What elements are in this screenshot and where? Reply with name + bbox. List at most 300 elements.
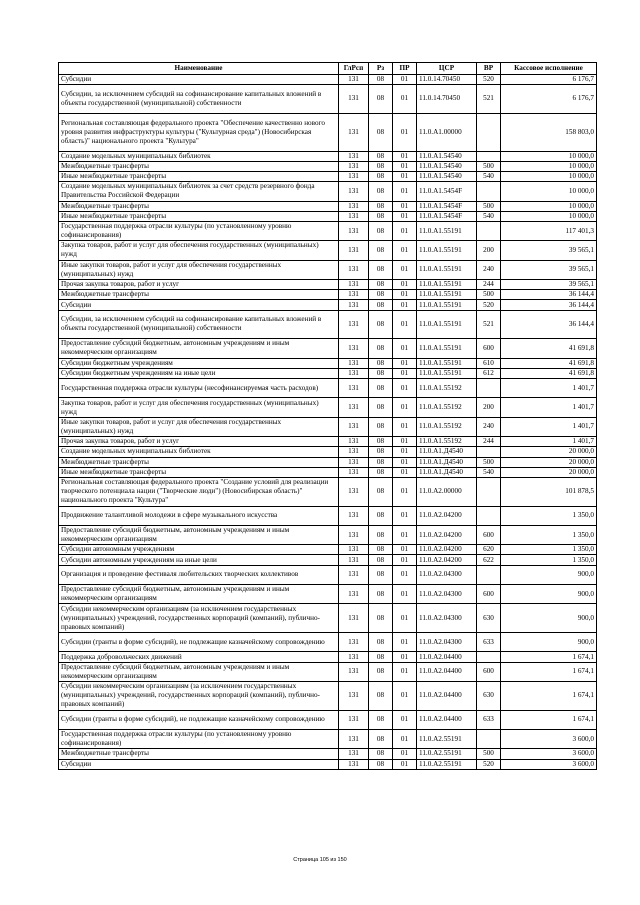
row-pr-cell: 01 (393, 437, 417, 447)
row-csr-cell: 11.0.А1.55192 (417, 417, 477, 436)
table-row (59, 300, 597, 310)
row-amount-cell: 20 000,0 (501, 447, 597, 457)
row-amount-cell: 1 350,0 (501, 506, 597, 525)
row-vr-cell (477, 151, 501, 161)
row-glrsp-cell: 131 (339, 565, 369, 584)
row-amount-cell: 900,0 (501, 633, 597, 652)
row-csr-cell: 11.0.А1.55191 (417, 290, 477, 300)
row-glrsp-cell: 131 (339, 662, 369, 681)
row-glrsp-cell: 131 (339, 749, 369, 759)
row-glrsp-cell: 131 (339, 417, 369, 436)
row-rz-cell: 08 (369, 310, 393, 339)
row-glrsp-cell: 131 (339, 555, 369, 565)
row-glrsp-cell: 131 (339, 710, 369, 729)
row-name-cell: Субсидии (59, 300, 339, 310)
row-csr-cell: 11.0.А1.55191 (417, 221, 477, 240)
row-name-cell: Субсидии некоммерческим организациям (за исключением государственных (муниципальных) учреждений, государственных корпораций (компаний), публично-правовых компаний) (59, 682, 339, 711)
row-name-cell: Государственная поддержка отрасли культуры (по установленному уровню софинансирования) (59, 730, 339, 749)
row-glrsp-cell: 131 (339, 457, 369, 467)
row-csr-cell: 11.0.А1.Д4540 (417, 467, 477, 477)
row-pr-cell: 01 (393, 457, 417, 467)
table-row (59, 749, 597, 759)
row-glrsp-cell: 131 (339, 447, 369, 457)
row-amount-cell: 117 401,3 (501, 221, 597, 240)
row-glrsp-cell: 131 (339, 545, 369, 555)
row-rz-cell: 08 (369, 447, 393, 457)
row-vr-cell (477, 379, 501, 398)
budget-document (58, 62, 596, 770)
row-name-cell: Региональная составляющая федерального проекта "Создание условий для реализации творческого потенциала нации ("Творческие люди") (Новосибирская область)" национального проекта "Культура" (59, 477, 339, 506)
row-vr-cell: 612 (477, 368, 501, 378)
row-vr-cell: 240 (477, 260, 501, 279)
row-amount-cell: 6 176,7 (501, 85, 597, 114)
row-csr-cell: 11.0.А2.04300 (417, 633, 477, 652)
row-vr-cell: 600 (477, 662, 501, 681)
row-amount-cell: 3 600,0 (501, 749, 597, 759)
row-pr-cell: 01 (393, 730, 417, 749)
row-rz-cell: 08 (369, 241, 393, 260)
row-glrsp-cell: 131 (339, 604, 369, 633)
row-pr-cell: 01 (393, 151, 417, 161)
row-name-cell: Иные межбюджетные трансферты (59, 467, 339, 477)
row-rz-cell: 08 (369, 506, 393, 525)
row-name-cell: Иные межбюджетные трансферты (59, 211, 339, 221)
row-name-cell: Межбюджетные трансферты (59, 201, 339, 211)
row-vr-cell: 633 (477, 710, 501, 729)
row-pr-cell: 01 (393, 368, 417, 378)
row-pr-cell: 01 (393, 300, 417, 310)
row-csr-cell: 11.0.А1.55192 (417, 379, 477, 398)
row-name-cell: Межбюджетные трансферты (59, 749, 339, 759)
row-rz-cell: 08 (369, 457, 393, 467)
row-amount-cell: 1 401,7 (501, 437, 597, 447)
table-row (59, 652, 597, 662)
row-name-cell: Субсидии автономным учреждениям на иные цели (59, 555, 339, 565)
header-glrsp: ГлРсп (339, 63, 369, 75)
row-glrsp-cell: 131 (339, 241, 369, 260)
row-glrsp-cell: 131 (339, 652, 369, 662)
row-csr-cell: 11.0.А1.00000 (417, 113, 477, 151)
table-row (59, 662, 597, 681)
row-csr-cell: 11.0.А1.55191 (417, 280, 477, 290)
row-rz-cell: 08 (369, 151, 393, 161)
row-vr-cell: 240 (477, 417, 501, 436)
table-row (59, 467, 597, 477)
table-row (59, 75, 597, 85)
row-pr-cell: 01 (393, 171, 417, 181)
row-amount-cell: 1 401,7 (501, 417, 597, 436)
row-glrsp-cell: 131 (339, 182, 369, 201)
row-vr-cell: 540 (477, 171, 501, 181)
row-glrsp-cell: 131 (339, 75, 369, 85)
row-amount-cell: 6 176,7 (501, 75, 597, 85)
row-glrsp-cell: 131 (339, 310, 369, 339)
row-csr-cell: 11.0.А1.55191 (417, 260, 477, 279)
row-csr-cell: 11.0.А1.5454F (417, 182, 477, 201)
row-rz-cell: 08 (369, 358, 393, 368)
table-row (59, 730, 597, 749)
row-rz-cell: 08 (369, 477, 393, 506)
row-vr-cell: 630 (477, 682, 501, 711)
row-rz-cell: 08 (369, 161, 393, 171)
row-amount-cell: 39 565,1 (501, 260, 597, 279)
row-name-cell: Субсидии (59, 75, 339, 85)
row-amount-cell: 900,0 (501, 565, 597, 584)
table-row (59, 280, 597, 290)
row-pr-cell: 01 (393, 182, 417, 201)
row-rz-cell: 08 (369, 171, 393, 181)
row-glrsp-cell: 131 (339, 358, 369, 368)
row-pr-cell: 01 (393, 398, 417, 417)
table-row (59, 398, 597, 417)
row-pr-cell: 01 (393, 604, 417, 633)
row-pr-cell: 01 (393, 113, 417, 151)
row-vr-cell: 521 (477, 85, 501, 114)
row-name-cell: Субсидии бюджетным учреждениям (59, 358, 339, 368)
row-csr-cell: 11.0.А1.5454F (417, 211, 477, 221)
row-glrsp-cell: 131 (339, 161, 369, 171)
row-pr-cell: 01 (393, 201, 417, 211)
row-vr-cell: 244 (477, 437, 501, 447)
row-csr-cell: 11.0.А1.Д4540 (417, 457, 477, 467)
table-row (59, 565, 597, 584)
row-rz-cell: 08 (369, 565, 393, 584)
row-vr-cell: 521 (477, 310, 501, 339)
row-vr-cell (477, 652, 501, 662)
row-vr-cell: 500 (477, 201, 501, 211)
header-csr: ЦСР (417, 63, 477, 75)
header-name: Наименование (59, 63, 339, 75)
row-rz-cell: 08 (369, 633, 393, 652)
row-rz-cell: 08 (369, 662, 393, 681)
row-rz-cell: 08 (369, 182, 393, 201)
row-glrsp-cell: 131 (339, 339, 369, 358)
row-csr-cell: 11.0.А1.Д4540 (417, 447, 477, 457)
row-amount-cell: 41 691,8 (501, 358, 597, 368)
row-name-cell: Субсидии (59, 759, 339, 769)
row-vr-cell: 520 (477, 75, 501, 85)
row-name-cell: Предоставление субсидий бюджетным, автономным учреждениям и иным некоммерческим организациям (59, 585, 339, 604)
row-vr-cell (477, 447, 501, 457)
row-csr-cell: 11.0.А1.55191 (417, 300, 477, 310)
row-vr-cell (477, 730, 501, 749)
row-csr-cell: 11.0.А2.04400 (417, 652, 477, 662)
row-glrsp-cell: 131 (339, 368, 369, 378)
row-glrsp-cell: 131 (339, 290, 369, 300)
row-amount-cell: 41 691,8 (501, 339, 597, 358)
row-pr-cell: 01 (393, 565, 417, 584)
table-row (59, 182, 597, 201)
row-amount-cell: 41 691,8 (501, 368, 597, 378)
row-csr-cell: 11.0.А1.54540 (417, 171, 477, 181)
row-name-cell: Создание модельных муниципальных библиотек за счет средств резервного фонда Правительства Российской Федерации (59, 182, 339, 201)
table-row (59, 759, 597, 769)
row-amount-cell: 36 144,4 (501, 300, 597, 310)
row-amount-cell: 158 803,0 (501, 113, 597, 151)
budget-table (58, 62, 597, 770)
row-vr-cell (477, 477, 501, 506)
row-glrsp-cell: 131 (339, 585, 369, 604)
row-amount-cell: 20 000,0 (501, 467, 597, 477)
table-row (59, 310, 597, 339)
row-pr-cell: 01 (393, 358, 417, 368)
row-name-cell: Продвижение талантливой молодежи в сфере музыкального искусства (59, 506, 339, 525)
header-amount: Кассовое исполнение (501, 63, 597, 75)
row-name-cell: Субсидии (гранты в форме субсидий), не подлежащие казначейскому сопровождению (59, 633, 339, 652)
row-rz-cell: 08 (369, 290, 393, 300)
row-csr-cell: 11.0.А2.04300 (417, 565, 477, 584)
table-row (59, 368, 597, 378)
row-rz-cell: 08 (369, 467, 393, 477)
header-rz: Рз (369, 63, 393, 75)
row-amount-cell: 3 600,0 (501, 759, 597, 769)
row-pr-cell: 01 (393, 280, 417, 290)
row-vr-cell: 200 (477, 241, 501, 260)
table-row (59, 682, 597, 711)
row-csr-cell: 11.0.А2.55191 (417, 749, 477, 759)
row-rz-cell: 08 (369, 545, 393, 555)
row-pr-cell: 01 (393, 759, 417, 769)
row-amount-cell: 1 350,0 (501, 525, 597, 544)
row-csr-cell: 11.0.А1.54540 (417, 151, 477, 161)
row-rz-cell: 08 (369, 555, 393, 565)
row-amount-cell: 10 000,0 (501, 211, 597, 221)
row-name-cell: Государственная поддержка отрасли культуры (по установленному уровню софинансирования) (59, 221, 339, 240)
row-vr-cell: 620 (477, 545, 501, 555)
header-pr: ПР (393, 63, 417, 75)
row-amount-cell: 20 000,0 (501, 457, 597, 467)
table-header-row (59, 63, 597, 75)
table-row (59, 151, 597, 161)
row-pr-cell: 01 (393, 290, 417, 300)
row-glrsp-cell: 131 (339, 477, 369, 506)
row-csr-cell: 11.0.А1.55191 (417, 310, 477, 339)
row-glrsp-cell: 131 (339, 151, 369, 161)
row-glrsp-cell: 131 (339, 525, 369, 544)
row-name-cell: Государственная поддержка отрасли культуры (несофинансируемая часть расходов) (59, 379, 339, 398)
row-csr-cell: 11.0.А2.04300 (417, 585, 477, 604)
row-name-cell: Субсидии некоммерческим организациям (за исключением государственных (муниципальных) учреждений, государственных корпораций (компаний), публично-правовых компаний) (59, 604, 339, 633)
table-row (59, 437, 597, 447)
row-rz-cell: 08 (369, 339, 393, 358)
row-glrsp-cell: 131 (339, 260, 369, 279)
row-rz-cell: 08 (369, 749, 393, 759)
row-csr-cell: 11.0.А2.04300 (417, 604, 477, 633)
table-row (59, 457, 597, 467)
row-vr-cell: 540 (477, 211, 501, 221)
row-csr-cell: 11.0.А1.55191 (417, 358, 477, 368)
row-amount-cell: 39 565,1 (501, 241, 597, 260)
row-glrsp-cell: 131 (339, 379, 369, 398)
row-pr-cell: 01 (393, 241, 417, 260)
row-amount-cell: 3 600,0 (501, 730, 597, 749)
row-name-cell: Предоставление субсидий бюджетным, автономным учреждениям и иным некоммерческим организациям (59, 662, 339, 681)
row-vr-cell: 520 (477, 300, 501, 310)
row-amount-cell: 10 000,0 (501, 182, 597, 201)
row-name-cell: Межбюджетные трансферты (59, 161, 339, 171)
row-glrsp-cell: 131 (339, 398, 369, 417)
table-row (59, 417, 597, 436)
table-row (59, 201, 597, 211)
row-name-cell: Субсидии бюджетным учреждениям на иные цели (59, 368, 339, 378)
row-pr-cell: 01 (393, 447, 417, 457)
row-vr-cell: 200 (477, 398, 501, 417)
row-name-cell: Межбюджетные трансферты (59, 457, 339, 467)
row-name-cell: Субсидии автономным учреждениям (59, 545, 339, 555)
table-row (59, 545, 597, 555)
row-amount-cell: 10 000,0 (501, 201, 597, 211)
row-vr-cell: 630 (477, 604, 501, 633)
table-row (59, 85, 597, 114)
row-rz-cell: 08 (369, 682, 393, 711)
row-rz-cell: 08 (369, 437, 393, 447)
table-row (59, 379, 597, 398)
row-csr-cell: 11.0.А1.5454F (417, 201, 477, 211)
row-csr-cell: 11.0.А2.04200 (417, 506, 477, 525)
page-footer: Страница 105 из 150 (293, 857, 347, 863)
row-name-cell: Иные межбюджетные трансферты (59, 171, 339, 181)
row-glrsp-cell: 131 (339, 280, 369, 290)
row-vr-cell: 633 (477, 633, 501, 652)
header-vr: ВР (477, 63, 501, 75)
row-csr-cell: 11.0.А2.04400 (417, 662, 477, 681)
table-row (59, 113, 597, 151)
row-pr-cell: 01 (393, 339, 417, 358)
row-rz-cell: 08 (369, 75, 393, 85)
table-row (59, 211, 597, 221)
row-rz-cell: 08 (369, 379, 393, 398)
row-csr-cell: 11.0.14.70450 (417, 85, 477, 114)
row-glrsp-cell: 131 (339, 221, 369, 240)
row-rz-cell: 08 (369, 604, 393, 633)
table-row (59, 339, 597, 358)
table-row (59, 260, 597, 279)
row-pr-cell: 01 (393, 585, 417, 604)
row-vr-cell: 600 (477, 585, 501, 604)
row-name-cell: Поддержка добровольческих движений (59, 652, 339, 662)
row-vr-cell: 600 (477, 339, 501, 358)
table-row (59, 161, 597, 171)
row-vr-cell (477, 565, 501, 584)
row-amount-cell: 1 674,1 (501, 682, 597, 711)
row-glrsp-cell: 131 (339, 506, 369, 525)
row-amount-cell: 36 144,4 (501, 310, 597, 339)
row-vr-cell (477, 506, 501, 525)
row-name-cell: Организация и проведение фестиваля любительских творческих коллективов (59, 565, 339, 584)
row-amount-cell: 1 401,7 (501, 398, 597, 417)
row-csr-cell: 11.0.А1.55191 (417, 339, 477, 358)
row-amount-cell: 10 000,0 (501, 151, 597, 161)
row-pr-cell: 01 (393, 525, 417, 544)
row-name-cell: Предоставление субсидий бюджетным, автономным учреждениям и иным некоммерческим организациям (59, 525, 339, 544)
row-rz-cell: 08 (369, 201, 393, 211)
row-amount-cell: 1 350,0 (501, 555, 597, 565)
row-pr-cell: 01 (393, 310, 417, 339)
row-rz-cell: 08 (369, 221, 393, 240)
table-row (59, 525, 597, 544)
row-glrsp-cell: 131 (339, 211, 369, 221)
row-name-cell: Субсидии, за исключением субсидий на софинансирование капитальных вложений в объекты государственной (муниципальной) собственности (59, 310, 339, 339)
row-csr-cell: 11.0.А2.04200 (417, 545, 477, 555)
row-vr-cell (477, 113, 501, 151)
row-amount-cell: 900,0 (501, 585, 597, 604)
row-pr-cell: 01 (393, 662, 417, 681)
row-amount-cell: 1 674,1 (501, 662, 597, 681)
table-row (59, 477, 597, 506)
row-rz-cell: 08 (369, 368, 393, 378)
row-amount-cell: 36 144,4 (501, 290, 597, 300)
row-csr-cell: 11.0.А1.55192 (417, 398, 477, 417)
row-pr-cell: 01 (393, 682, 417, 711)
row-rz-cell: 08 (369, 280, 393, 290)
row-rz-cell: 08 (369, 525, 393, 544)
row-glrsp-cell: 131 (339, 437, 369, 447)
table-row (59, 241, 597, 260)
table-row (59, 506, 597, 525)
row-name-cell: Создание модельных муниципальных библиотек (59, 447, 339, 457)
row-glrsp-cell: 131 (339, 201, 369, 211)
row-amount-cell: 39 565,1 (501, 280, 597, 290)
row-vr-cell: 500 (477, 457, 501, 467)
row-csr-cell: 11.0.А2.04400 (417, 710, 477, 729)
row-name-cell: Закупка товаров, работ и услуг для обеспечения государственных (муниципальных) нужд (59, 398, 339, 417)
row-rz-cell: 08 (369, 730, 393, 749)
row-vr-cell (477, 182, 501, 201)
row-pr-cell: 01 (393, 161, 417, 171)
row-name-cell: Закупка товаров, работ и услуг для обеспечения государственных (муниципальных) нужд (59, 241, 339, 260)
row-amount-cell: 1 401,7 (501, 379, 597, 398)
row-csr-cell: 11.0.А2.04400 (417, 682, 477, 711)
row-vr-cell: 500 (477, 749, 501, 759)
row-name-cell: Субсидии, за исключением субсидий на софинансирование капитальных вложений в объекты государственной (муниципальной) собственности (59, 85, 339, 114)
row-name-cell: Предоставление субсидий бюджетным, автономным учреждениям и иным некоммерческим организациям (59, 339, 339, 358)
row-glrsp-cell: 131 (339, 759, 369, 769)
row-vr-cell: 500 (477, 290, 501, 300)
row-amount-cell: 1 674,1 (501, 710, 597, 729)
row-rz-cell: 08 (369, 300, 393, 310)
row-vr-cell: 622 (477, 555, 501, 565)
row-vr-cell: 600 (477, 525, 501, 544)
row-pr-cell: 01 (393, 260, 417, 279)
row-rz-cell: 08 (369, 211, 393, 221)
row-rz-cell: 08 (369, 652, 393, 662)
row-pr-cell: 01 (393, 221, 417, 240)
row-csr-cell: 11.0.А1.55192 (417, 437, 477, 447)
table-row (59, 171, 597, 181)
row-csr-cell: 11.0.А2.04200 (417, 555, 477, 565)
row-glrsp-cell: 131 (339, 682, 369, 711)
table-row (59, 710, 597, 729)
row-rz-cell: 08 (369, 260, 393, 279)
row-name-cell: Прочая закупка товаров, работ и услуг (59, 437, 339, 447)
row-pr-cell: 01 (393, 545, 417, 555)
row-pr-cell: 01 (393, 506, 417, 525)
row-name-cell: Иные закупки товаров, работ и услуг для обеспечения государственных (муниципальных) нужд (59, 260, 339, 279)
row-vr-cell: 540 (477, 467, 501, 477)
row-rz-cell: 08 (369, 585, 393, 604)
row-csr-cell: 11.0.А1.55191 (417, 241, 477, 260)
table-row (59, 633, 597, 652)
row-name-cell: Иные закупки товаров, работ и услуг для обеспечения государственных (муниципальных) нужд (59, 417, 339, 436)
table-row (59, 221, 597, 240)
row-name-cell: Прочая закупка товаров, работ и услуг (59, 280, 339, 290)
row-vr-cell: 610 (477, 358, 501, 368)
row-pr-cell: 01 (393, 652, 417, 662)
row-pr-cell: 01 (393, 477, 417, 506)
row-rz-cell: 08 (369, 85, 393, 114)
row-name-cell: Межбюджетные трансферты (59, 290, 339, 300)
row-glrsp-cell: 131 (339, 633, 369, 652)
